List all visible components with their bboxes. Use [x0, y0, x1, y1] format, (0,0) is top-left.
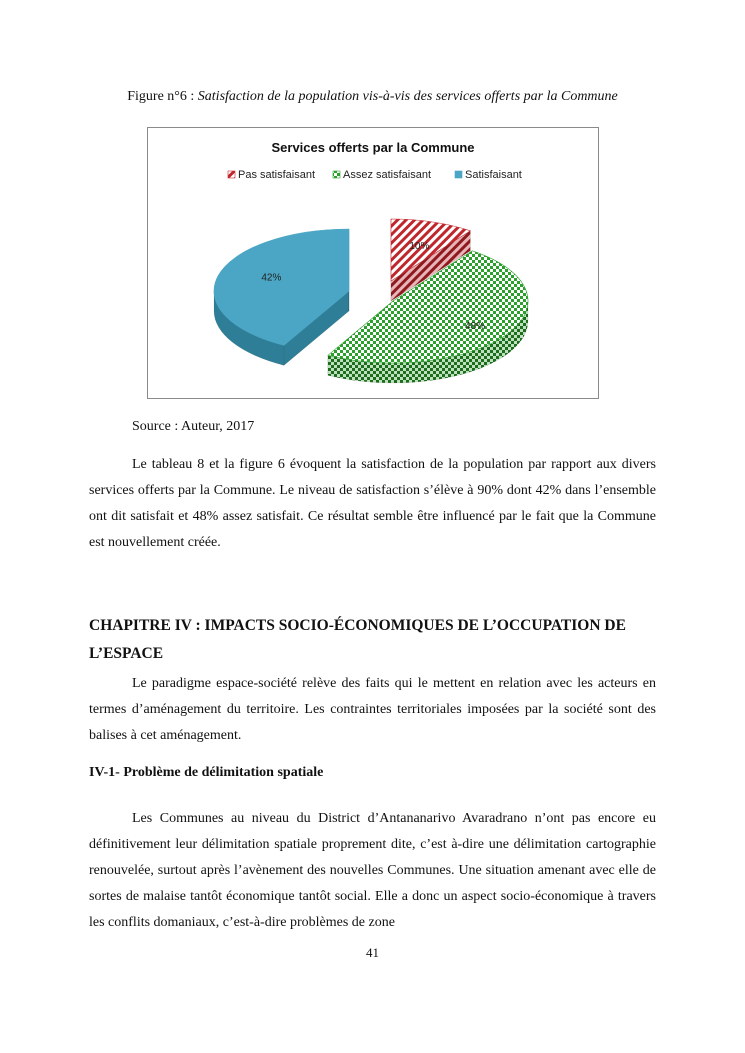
legend-swatch-assez-satisfaisant	[333, 171, 340, 178]
paragraph-1-text: Le tableau 8 et la figure 6 évoquent la satisfaction de la population par rapport aux divers services offerts par la Commune. Le niveau de satisfaction s’élève à 90% dont 42% dans l’ensemble ont dit satisfait et 48% assez satisfait. Ce résultat semble être influencé par le fait que la Commune est nouvellement créée.	[89, 457, 656, 550]
legend-label-assez-satisfaisant: Assez satisfaisant	[343, 169, 432, 181]
pie-chart	[148, 128, 598, 398]
paragraph-2-text: Le paradigme espace-société relève des faits qui le mettent en relation avec les acteurs en termes d’aménagement du territoire. Les contraintes territoriales imposées par la société sont des balises à cet aménagement.	[89, 676, 656, 743]
pie-slices	[214, 219, 528, 383]
legend-label-satisfaisant: Satisfaisant	[465, 169, 522, 181]
chart-title: Services offerts par la Commune	[271, 140, 475, 155]
pie-chart-frame	[147, 127, 599, 399]
figure-caption	[0, 89, 745, 105]
data-label-satisfaisant: 42%	[261, 272, 282, 284]
page-number: 41	[366, 945, 379, 960]
paragraph-2	[89, 671, 656, 749]
figure-source: Source : Auteur, 2017	[132, 419, 255, 434]
chart-legend	[228, 169, 522, 181]
figure-number: Figure n°6 :	[127, 89, 198, 104]
figure-title: Satisfaction de la population vis-à-vis des services offerts par la Commune	[197, 89, 618, 104]
chapter-heading: CHAPITRE IV : IMPACTS SOCIO-ÉCONOMIQUES DE L’OCCUPATION DE L’ESPACE	[89, 617, 626, 662]
paragraph-3	[89, 806, 656, 936]
paragraph-3-text: Les Communes au niveau du District d’Antananarivo Avaradrano n’ont pas encore eu définitivement leur délimitation spatiale proprement dite, c’est à-dire une délimitation cartographie renouvelée, surtout après l’avènement des nouvelles Communes. Une situation amenant avec elle de sortes de malaise tantôt économique tantôt social. Elle a donc un aspect socio-économique à travers les conflits domaniaux, c’est-à-dire problèmes de zone	[89, 811, 656, 930]
legend-swatch-pas-satisfaisant	[228, 171, 235, 178]
paragraph-1	[89, 452, 656, 556]
section-heading: IV-1- Problème de délimitation spatiale	[89, 765, 324, 780]
data-label-assez-satisfaisant: 48%	[465, 320, 486, 332]
data-label-pas-satisfaisant: 10%	[409, 240, 430, 252]
legend-label-pas-satisfaisant: Pas satisfaisant	[238, 169, 316, 181]
legend-swatch-satisfaisant	[455, 171, 462, 178]
